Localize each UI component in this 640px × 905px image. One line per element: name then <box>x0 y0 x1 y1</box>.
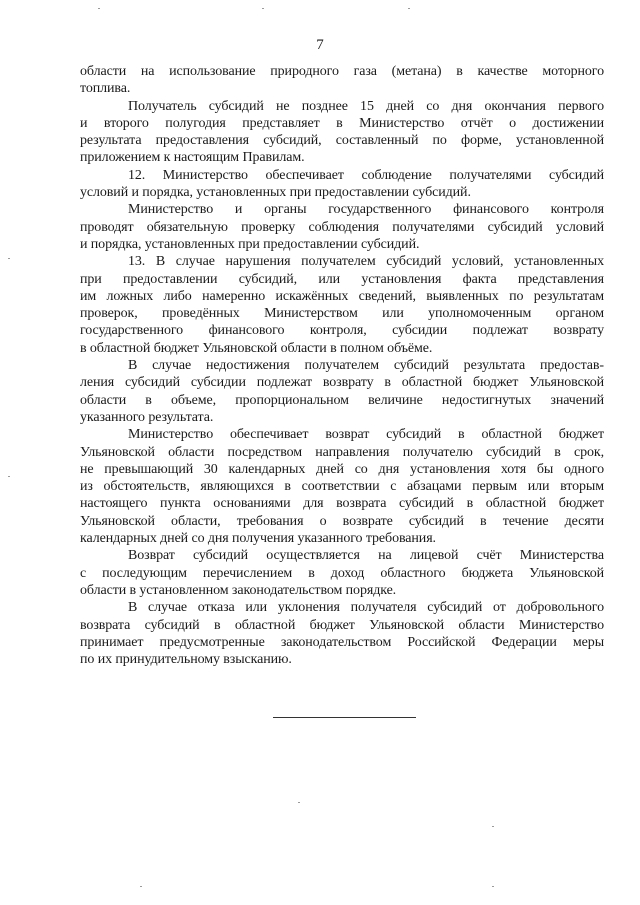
text-line: топлива. <box>80 81 131 97</box>
text-line: ления субсидий субсидии подлежат возврату в областной бюджет Ульяновской <box>80 375 604 391</box>
text-line: Возврат субсидий осуществляется на лицевой счёт Министерства <box>128 548 604 564</box>
text-line: при предоставлении субсидий, или установления факта представления <box>80 271 604 287</box>
text-line: В случае недостижения получателем субсидий результата предостав- <box>128 358 604 374</box>
text-line: результата предоставления субсидий, составленный по форме, установленной <box>80 133 604 149</box>
paragraph <box>80 547 604 599</box>
text-line: государственного финансового контроля, субсидии подлежат возврату <box>80 323 604 339</box>
text-line: Министерство и органы государственного финансового контроля <box>128 202 604 218</box>
text-line: с последующим перечислением в доход областного бюджета Ульяновской <box>80 565 604 581</box>
text-line: области в установленном законодательством порядке. <box>80 582 397 598</box>
text-line: проводят обязательную проверку соблюдения получателями субсидий условий <box>80 219 604 235</box>
text-line: не превышающий 30 календарных дней со дня установления хотя бы одного <box>80 461 604 477</box>
paragraph <box>80 201 604 253</box>
text-line: и второго полугодия представляет в Министерство отчёт о достижении <box>80 115 604 131</box>
end-separator-line <box>273 717 416 718</box>
text-line: 12. Министерство обеспечивает соблюдение получателями субсидий <box>128 167 604 183</box>
paragraph <box>80 167 604 202</box>
text-line: указанного результата. <box>80 409 214 425</box>
page-number: 7 <box>316 37 324 53</box>
document-body <box>80 63 604 668</box>
text-line: по их принудительному взысканию. <box>80 652 292 668</box>
text-line: В случае отказа или уклонения получателя субсидий от добровольного <box>128 600 604 616</box>
text-line: календарных дней со дня получения указанного требования. <box>80 531 436 547</box>
text-line: области на использование природного газа (метана) в качестве моторного <box>80 64 604 79</box>
text-line: возврата субсидий в областной бюджет Ульяновской области Министерство <box>80 617 604 633</box>
text-line: в областной бюджет Ульяновской области в полном объёме. <box>80 340 433 356</box>
paragraph <box>80 599 604 668</box>
scan-speck <box>8 476 10 477</box>
scan-speck <box>408 8 410 9</box>
text-line: и порядка, установленных при предоставлении субсидий. <box>80 236 420 252</box>
text-line: условий и порядка, установленных при предоставлении субсидий. <box>80 185 471 201</box>
text-line: 13. В случае нарушения получателем субсидий условий, установленных <box>128 254 604 270</box>
text-line: проверок, проведённых Министерством или уполномоченным органом <box>80 306 604 322</box>
scan-speck <box>492 826 494 827</box>
text-line: Ульяновской области посредством направления получателю субсидий в срок, <box>80 444 604 460</box>
text-line: Ульяновской области, требования о возврате субсидий в течение десяти <box>80 513 604 529</box>
text-line: настоящего пункта основаниями для возврата субсидий в областной бюджет <box>80 496 604 512</box>
scan-speck <box>8 258 10 259</box>
text-line: Получатель субсидий не позднее 15 дней со дня окончания первого <box>128 98 604 114</box>
text-line: принимает предусмотренные законодательством Российской Федерации меры <box>80 634 604 650</box>
text-line: области в объеме, пропорциональном величине недостигнутых значений <box>80 392 604 408</box>
paragraph <box>80 63 604 98</box>
paragraph <box>80 98 604 167</box>
text-line: Министерство обеспечивает возврат субсидий в областной бюджет <box>128 427 604 443</box>
text-line: приложением к настоящим Правилам. <box>80 150 305 166</box>
scan-speck <box>98 8 100 9</box>
scan-speck <box>492 886 494 887</box>
scan-speck <box>298 802 300 803</box>
text-line: из обстоятельств, являющихся в соответствии с абзацами первым или вторым <box>80 479 604 495</box>
paragraph <box>80 357 604 426</box>
paragraph <box>80 426 604 547</box>
scan-speck <box>140 886 142 887</box>
paragraph <box>80 253 604 357</box>
text-line: им ложных либо намеренно искажённых сведений, выявленных по результатам <box>80 288 604 304</box>
scan-speck <box>262 8 264 9</box>
